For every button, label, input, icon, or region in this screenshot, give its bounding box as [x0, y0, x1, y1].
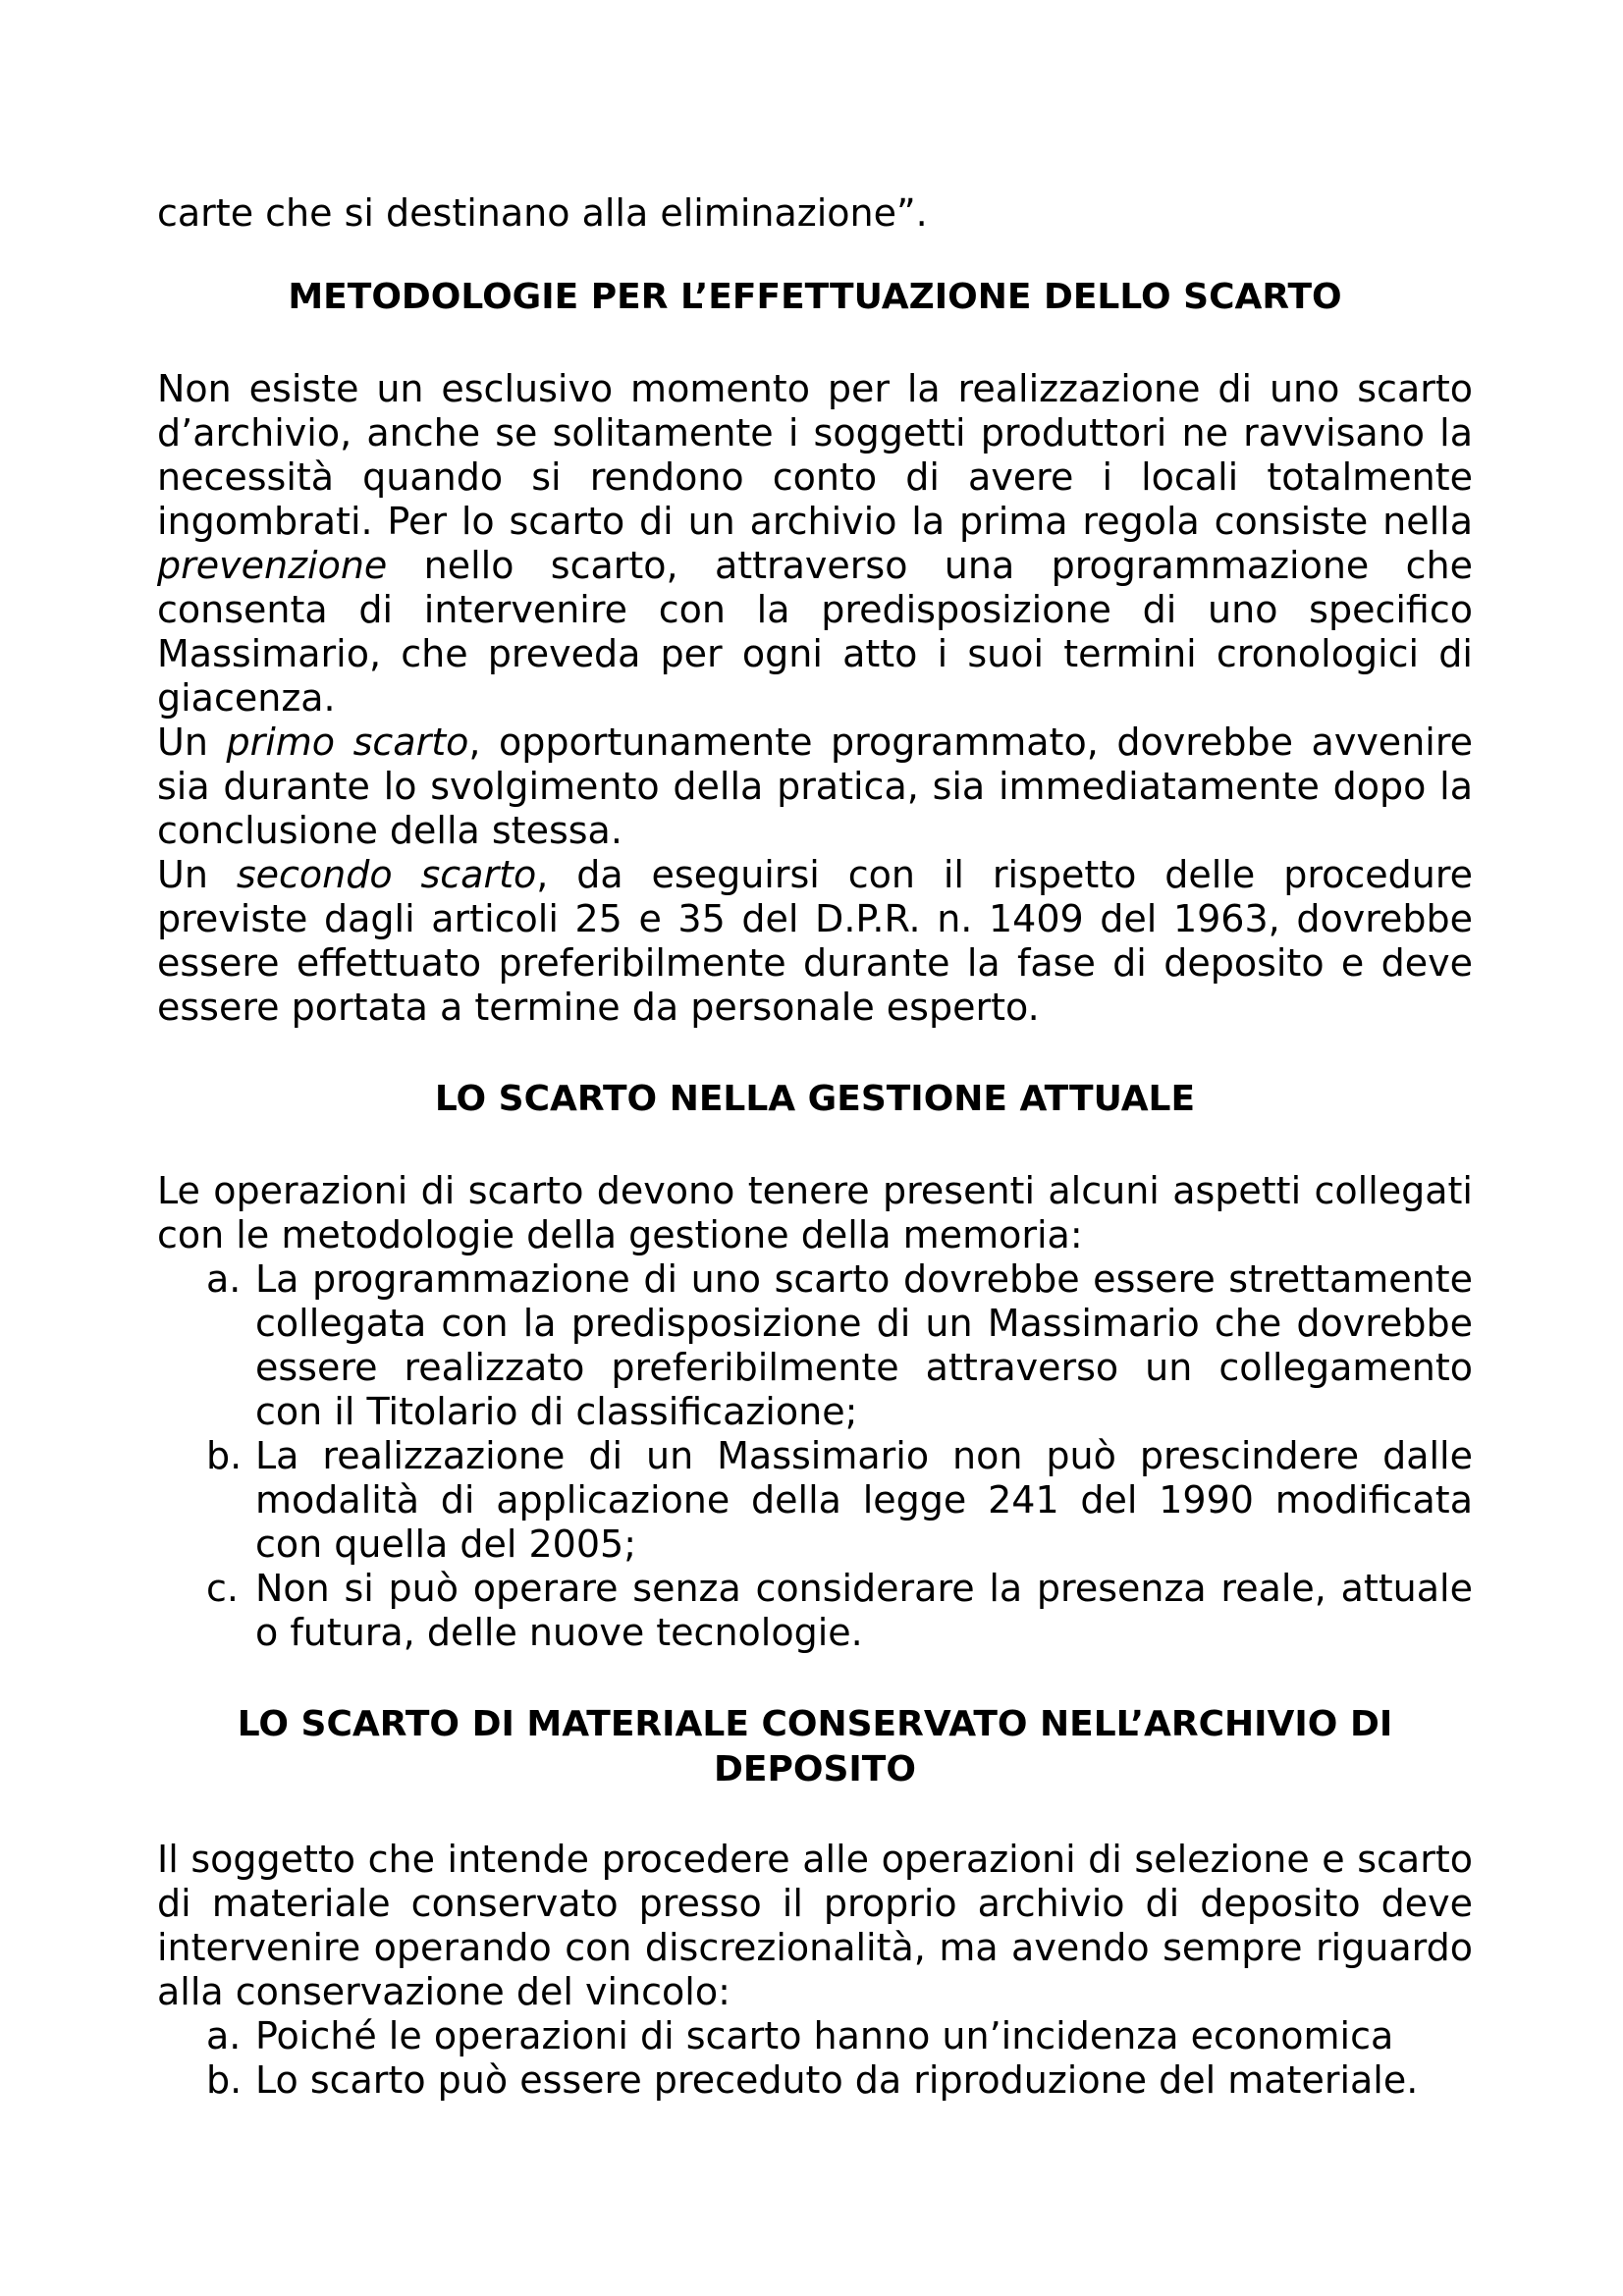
emphasis-prevenzione: prevenzione: [157, 544, 388, 587]
list-item: [157, 2014, 1473, 2058]
paragraph-text: nello scarto, attraverso una programmazione che consenta di intervenire con la predisposizione di uno specifico Massimario, che preveda per ogni atto i suoi termini cronologici di giacenza.: [157, 544, 1473, 720]
list-item-text: Non si può operare senza considerare la presenza reale, attuale o futura, delle nuove tecnologie.: [255, 1567, 1473, 1654]
paragraph-text: Un: [157, 721, 227, 764]
section-title-archivio-deposito: LO SCARTO DI MATERIALE CONSERVATO NELL’ARCHIVIO DI DEPOSITO: [237, 1704, 1393, 1789]
intro-line: carte che si destinano alla eliminazione”.: [157, 191, 928, 235]
paragraph-text: Un: [157, 853, 237, 896]
list-item: [157, 2058, 1473, 2103]
list-item: [157, 1434, 1473, 1567]
list-aspetti: [157, 1257, 1473, 1655]
list-marker: a.: [206, 1257, 242, 1301]
paragraph-text: , da eseguirsi con il rispetto delle procedure previste dagli articoli 25 e 35 del D.P.R. n. 1409 del 1963, dovrebbe essere effettuato preferibilmente durante la fase di deposito e deve essere portata a termine da personale esperto.: [157, 853, 1474, 1029]
list-item-text: La programmazione di uno scarto dovrebbe essere strettamente collegata con la predisposizione di un Massimario che dovrebbe essere realizzato preferibilmente attraverso un collegamento con il Titolario di classificazione;: [255, 1257, 1473, 1433]
paragraph-text: Non esiste un esclusivo momento per la realizzazione di uno scarto d’archivio, anche se solitamente i soggetti produttori ne ravvisano la necessità quando si rendono conto di avere i locali totalmente ingombrati. Per lo scarto di un archivio la prima regola consiste nella: [157, 367, 1473, 543]
paragraph-secondo-scarto: [157, 853, 1473, 1030]
paragraph-soggetto-procedere: Il soggetto che intende procedere alle operazioni di selezione e scarto di materiale conservato presso il proprio archivio di deposito deve intervenire operando con discrezionalità, ma avendo sempre riguardo alla conservazione del vincolo:: [157, 1838, 1473, 2013]
list-marker: a.: [206, 2014, 242, 2057]
list-vincolo: [157, 2014, 1473, 2103]
section-title-metodologie: METODOLOGIE PER L’EFFETTUAZIONE DELLO SCARTO: [288, 277, 1342, 317]
paragraph-text: , opportunamente programmato, dovrebbe avvenire sia durante lo svolgimento della pratica, sia immediatamente dopo la conclusione della stessa.: [157, 721, 1473, 852]
list-item-text: Lo scarto può essere preceduto da riproduzione del materiale.: [255, 2058, 1419, 2102]
list-marker: b.: [206, 1434, 243, 1477]
section-title-gestione-attuale: LO SCARTO NELLA GESTIONE ATTUALE: [434, 1079, 1196, 1119]
document-page: [157, 191, 1473, 2103]
emphasis-secondo-scarto: secondo scarto: [236, 853, 537, 896]
emphasis-primo-scarto: primo scarto: [226, 721, 469, 764]
paragraph-esclusivo-momento: [157, 367, 1473, 721]
paragraph-primo-scarto: [157, 721, 1473, 853]
list-marker: c.: [206, 1567, 239, 1610]
list-marker: b.: [206, 2058, 243, 2102]
list-item-text: La realizzazione di un Massimario non può prescindere dalle modalità di applicazione della legge 241 del 1990 modificata con quella del 2005;: [255, 1434, 1473, 1566]
list-item: [157, 1257, 1473, 1434]
paragraph-operazioni-scarto: Le operazioni di scarto devono tenere presenti alcuni aspetti collegati con le metodologie della gestione della memoria:: [157, 1169, 1473, 1256]
list-item: [157, 1567, 1473, 1655]
list-item-text: Poiché le operazioni di scarto hanno un’incidenza economica: [255, 2014, 1394, 2057]
